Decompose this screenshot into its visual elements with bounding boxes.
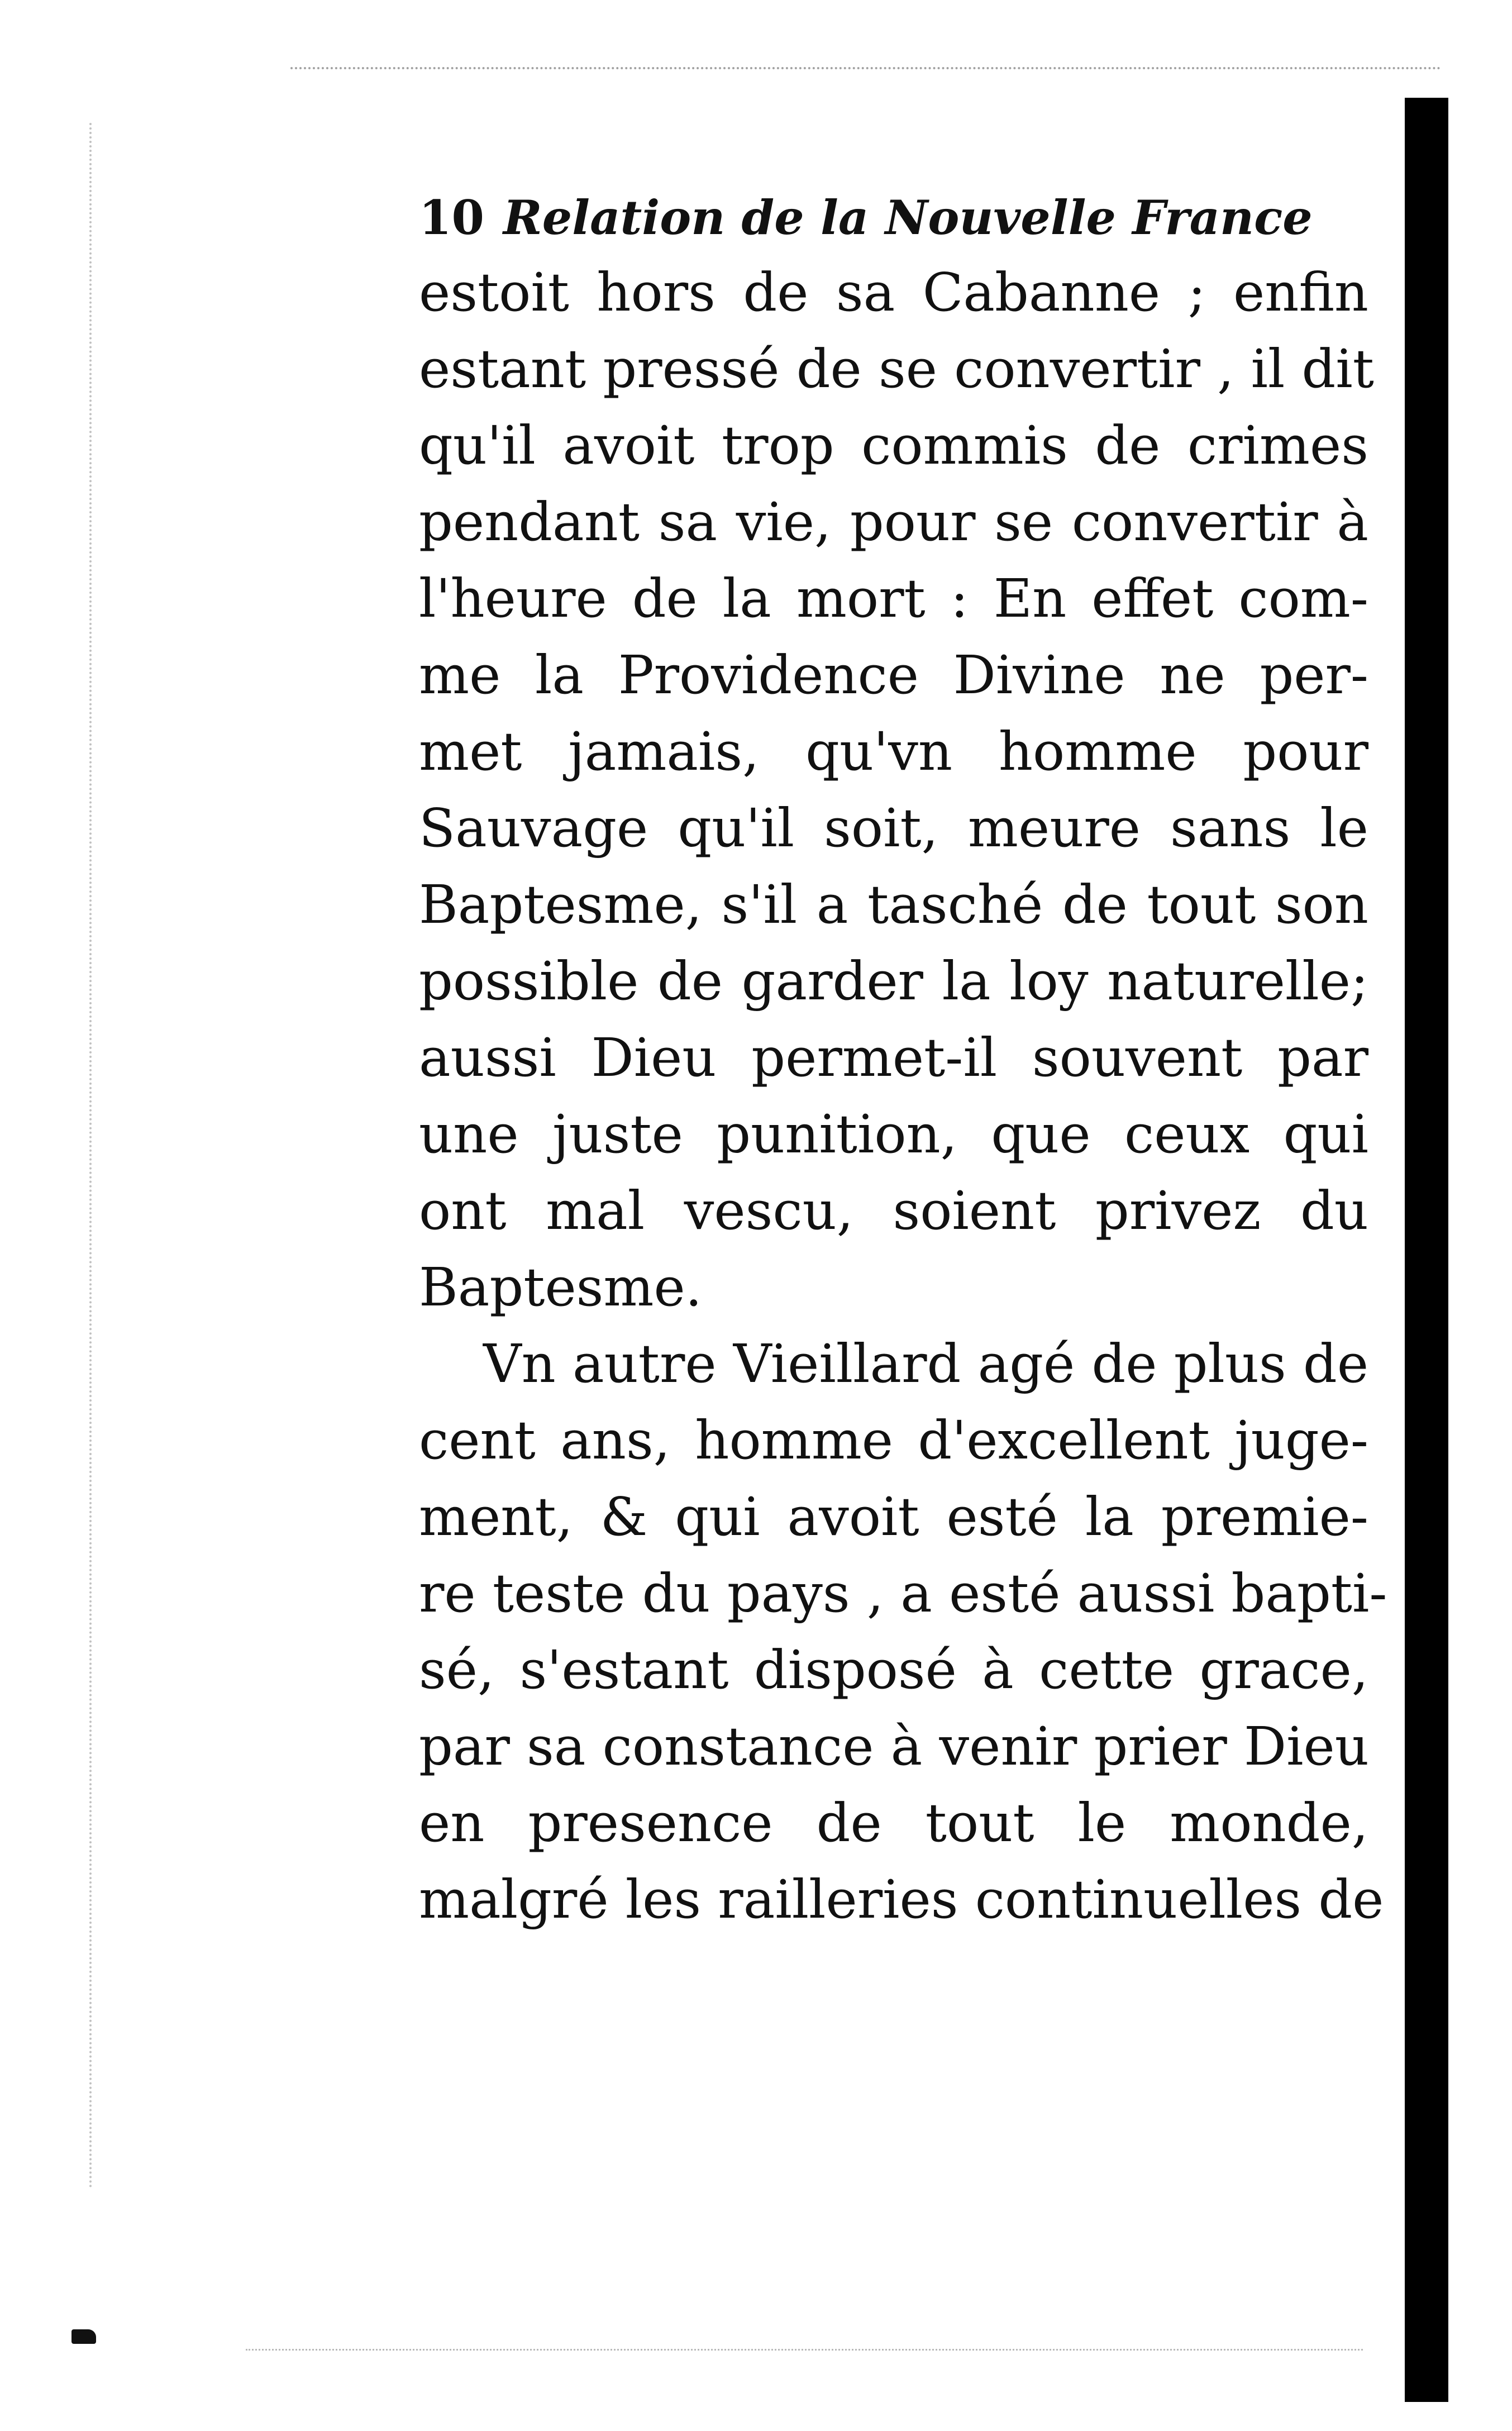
text-line: Baptesme. xyxy=(419,1257,702,1318)
scan-corner-mark xyxy=(71,2329,96,2344)
running-head xyxy=(419,184,1368,251)
scan-edge-top xyxy=(290,67,1441,73)
text-line: Baptesme, s'il a tasché de tout son xyxy=(419,874,1368,936)
text-line: en presence de tout le monde, xyxy=(419,1793,1368,1854)
text-line: re teste du pays , a esté aussi bapti- xyxy=(419,1563,1387,1624)
page-text xyxy=(419,184,1387,1938)
text-line: possible de garder la loy naturelle; xyxy=(419,951,1368,1012)
text-line: sé, s'estant disposé à cette grace, xyxy=(419,1639,1368,1701)
text-line: Vn autre Vieillard agé de plus de xyxy=(483,1333,1369,1395)
text-line: Sauvage qu'il soit, meure sans le xyxy=(419,798,1368,859)
text-line: par sa constance à venir prier Dieu xyxy=(419,1716,1369,1777)
text-line: pendant sa vie, pour se convertir à xyxy=(419,492,1368,553)
text-line: qu'il avoit trop commis de crimes xyxy=(419,415,1368,476)
text-line: malgré les railleries continuelles de xyxy=(419,1869,1384,1930)
text-line: met jamais, qu'vn homme pour xyxy=(419,721,1368,783)
running-title: Relation de la Nouvelle France xyxy=(503,190,1313,245)
text-line: ment, & qui avoit esté la premie- xyxy=(419,1486,1368,1548)
text-line: aussi Dieu permet-il souvent par xyxy=(419,1027,1368,1089)
body-text xyxy=(419,255,1387,1938)
scan-edge-bottom xyxy=(246,2349,1363,2354)
scan-edge-left xyxy=(89,123,96,2190)
text-line: me la Providence Divine ne per- xyxy=(419,645,1368,706)
text-line: une juste punition, que ceux qui xyxy=(419,1104,1368,1165)
paragraph-2 xyxy=(419,1326,1387,1938)
text-line: estoit hors de sa Cabanne ; enfin xyxy=(419,262,1368,323)
binding-strip xyxy=(1405,98,1448,2402)
text-line: ont mal vescu, soient privez du xyxy=(419,1180,1368,1242)
paragraph-1 xyxy=(419,255,1374,1326)
page-number: 10 xyxy=(419,190,484,245)
text-line: l'heure de la mort : En effet com- xyxy=(419,568,1368,630)
text-line: estant pressé de se convertir , il dit xyxy=(419,339,1374,400)
text-line: cent ans, homme d'excellent juge- xyxy=(419,1410,1368,1471)
